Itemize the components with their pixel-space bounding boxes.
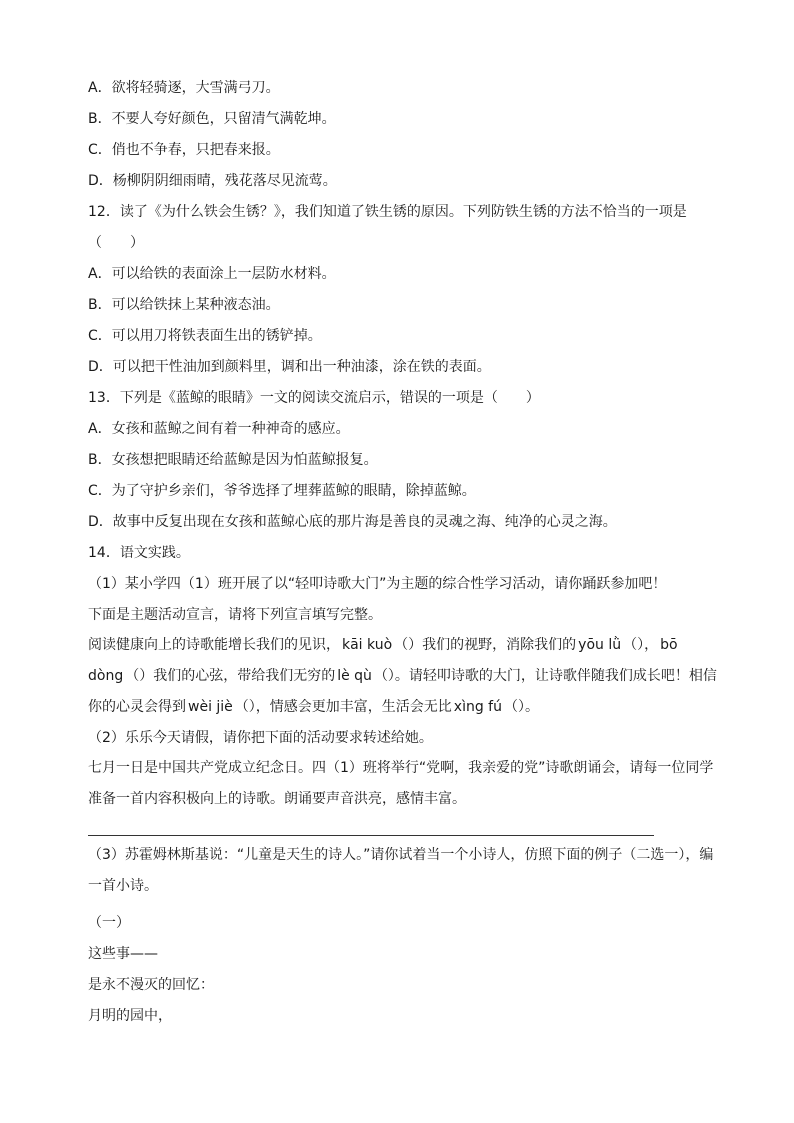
part-2-text: 七月一日是中国共产党成立纪念日。四（1）班将举行“党啊，我亲爱的党”诗歌朗诵会，请每一位同学准备一首内容积极向上的诗歌。朗诵要声音洪亮，感情丰富。: [88, 760, 714, 807]
option-d: D．故事中反复出现在女孩和蓝鲸心底的那片海是善良的灵魂之海、纯净的心灵之海。: [88, 514, 617, 530]
question-14: [88, 543, 718, 1026]
pinyin-prompt: yōu lǜ: [578, 637, 622, 653]
option-c: C．可以用刀将铁表面生出的锈铲掉。: [88, 328, 322, 344]
declaration-text: 阅读健康向上的诗歌能增长我们的见识，: [88, 637, 340, 653]
answer-line[interactable]: [88, 835, 654, 836]
part-1-declaration: [88, 630, 718, 723]
option-b: B．可以给铁抹上某种液态油。: [88, 297, 280, 313]
pinyin-prompt: bō dòng: [88, 637, 678, 684]
pinyin-prompt: kāi kuò: [342, 637, 393, 653]
pinyin-prompt: xìng fú: [453, 699, 502, 715]
declaration-text: （）。请轻叩诗歌的大门，让诗歌伴随我们成长吧！相信你的心灵会得到: [88, 668, 717, 715]
declaration-text: （），情感会更加丰富，生活会无比: [234, 699, 452, 715]
option-d: D．杨柳阴阴细雨晴，残花落尽见流莺。: [88, 173, 337, 189]
option-b: B．不要人夸好颜色，只留清气满乾坤。: [88, 111, 336, 127]
declaration-text: （）。: [503, 699, 539, 715]
poem-line: 这些事——: [88, 946, 158, 962]
part-3-intro: （3）苏霍姆林斯基说：“儿童是天生的诗人。”请你试着当一个小诗人，仿照下面的例子（二选一），编一首小诗。: [88, 847, 714, 894]
part-1-intro: （1）某小学四（1）班开展了以“轻叩诗歌大门”为主题的综合性学习活动，请你踊跃参加吧！: [88, 576, 667, 592]
poem-label: （一）: [88, 915, 130, 931]
worksheet-page: [88, 78, 718, 1026]
poem-line: 月明的园中，: [88, 1008, 172, 1024]
answer-bracket: （ ）: [88, 235, 144, 251]
question-13: [88, 388, 718, 532]
option-d: D．可以把干性油加到颜料里，调和出一种油漆，涂在铁的表面。: [88, 359, 491, 375]
option-c: C．为了守护乡亲们，爷爷选择了埋葬蓝鲸的眼睛，除掉蓝鲸。: [88, 483, 476, 499]
question-stem: 13．下列是《蓝鲸的眼睛》一文的阅读交流启示，错误的一项是（ ）: [88, 390, 540, 406]
option-c: C．俏也不争春，只把春来报。: [88, 142, 280, 158]
part-1-instruction: 下面是主题活动宣言，请将下列宣言填写完整。: [88, 607, 382, 623]
question-stem: 12．读了《为什么铁会生锈？》，我们知道了铁生锈的原因。下列防铁生锈的方法不恰当的一项是: [88, 204, 687, 220]
option-a: A．欲将轻骑逐，大雪满弓刀。: [88, 80, 280, 96]
declaration-text: （）我们的视野，消除我们的: [394, 637, 577, 653]
option-b: B．女孩想把眼睛还给蓝鲸是因为怕蓝鲸报复。: [88, 452, 378, 468]
option-a: A．可以给铁的表面涂上一层防水材料。: [88, 266, 336, 282]
question-12: [88, 202, 718, 377]
declaration-text: （）我们的心弦，带给我们无穷的: [125, 668, 336, 684]
part-2-intro: （2）乐乐今天请假，请你把下面的活动要求转述给她。: [88, 730, 433, 746]
pinyin-prompt: lè qù: [337, 668, 372, 684]
question-11-options: [88, 78, 718, 191]
declaration-text: （），: [623, 637, 659, 653]
question-title: 14．语文实践。: [88, 545, 190, 561]
option-a: A．女孩和蓝鲸之间有着一种神奇的感应。: [88, 421, 350, 437]
pinyin-prompt: wèi jiè: [188, 699, 233, 715]
poem-line: 是永不漫灭的回忆：: [88, 977, 214, 993]
